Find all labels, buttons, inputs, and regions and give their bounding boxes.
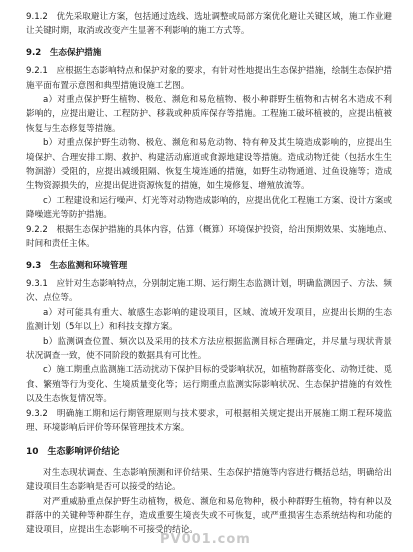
clause-9-3-1: 9.3.1 应针对生态影响特点，分别制定施工期、运行期生态监测计划，明确监测因子、方法、频次、点位等。 bbox=[26, 278, 392, 304]
heading-9-2: 9.2 生态保护措施 bbox=[26, 47, 102, 58]
clause-9-2-1-a: a）对重点保护野生植物、极危、濒危和易危植物、极小种群野生植物和古树名木造成不利影响的，应提出避让、工程防护、移栽或种质库保存等措施。工程施工破坏植被的，应提出植被恢复与生态修复等措施。 bbox=[26, 95, 392, 134]
clause-9-1-2: 9.1.2 优先采取避让方案，包括通过选线、选址调整或局部方案优化避让关键区域，施工作业避让关键时期，取消或改变产生显著不利影响的施工方式等。 bbox=[26, 12, 392, 37]
clause-9-2-2: 9.2.2 根据生态保护措施的具体内容，估算（概算）环境保护投资，给出预期效果、实施地点、时间和责任主体。 bbox=[26, 224, 392, 250]
clause-9-3-1-a: a）对可能具有重大、敏感生态影响的建设项目，区域、流域开发项目，应提出长期的生态监测计划（5年以上）和科技支撑方案。 bbox=[26, 307, 392, 333]
document-page bbox=[26, 10, 392, 538]
clause-9-3-1-b: b）监测调查位置、频次以及采用的技术方法应根据监测目标合理确定，并尽量与现状背景状况调查一致，使不同阶段的数据具有可比性。 bbox=[26, 336, 392, 361]
site-watermark: PV001.com bbox=[160, 532, 251, 547]
heading-10: 10 生态影响评价结论 bbox=[26, 447, 120, 458]
heading-9-3: 9.3 生态监测和环境管理 bbox=[26, 260, 128, 271]
conclusion-paragraph-1: 对生态现状调查、生态影响预测和评价结果、生态保护措施等内容进行概括总结，明确给出建设项目生态影响是否可以接受的结论。 bbox=[26, 467, 392, 493]
clause-9-2-1: 9.2.1 应根据生态影响特点和保护对象的要求，有针对性地提出生态保护措施，绘制生态保护措施平面布置示意图和典型措施设施工艺图。 bbox=[26, 66, 392, 91]
clause-9-2-1-b: b）对重点保护野生动物、极危、濒危和易危动物、特有种及其生境造成影响的，应提出生境保护、合理安排工期、救护、构建活动廊道或食源地建设等措施。造成动物迁徙（包括水生生物洄游）受阻的，应提出减缓阻隔、恢复生境连通的措施，如野生动物通道、过鱼设施等；造成生物资源损失的，应提出促进资源恢复的措施，如生境修复、增殖放流等。 bbox=[26, 138, 392, 192]
conclusion-paragraph-2: 对严重威胁重点保护野生动植物，极危、濒危和易危物种，极小种群野生植物，特有种以及群落中的关键种等种群生存，造成重要生境丧失或不可恢复，或严重损害生态系统结构和功能的建设项目，应提出生态影响不可接受的结论。 bbox=[26, 496, 392, 536]
clause-9-2-1-c: c）工程建设和运行噪声、灯光等对动物造成影响的，应提出优化工程施工方案、设计方案或降噪遮光等防护措施。 bbox=[26, 195, 392, 221]
clause-9-3-1-c: c）施工期重点监测施工活动扰动下保护目标的受影响状况，如植物群落变化、动物迁徙、觅食、繁殖等行为变化、生境质量变化等；运行期重点监测实际影响状况、生态保护措施的有效性以及生态恢复情况等。 bbox=[26, 365, 392, 405]
clause-9-3-2: 9.3.2 明确施工期和运行期管理原则与技术要求，可根据相关规定提出开展施工期工程环境监理、环境影响后评价等环保管理技术方案。 bbox=[26, 408, 392, 433]
